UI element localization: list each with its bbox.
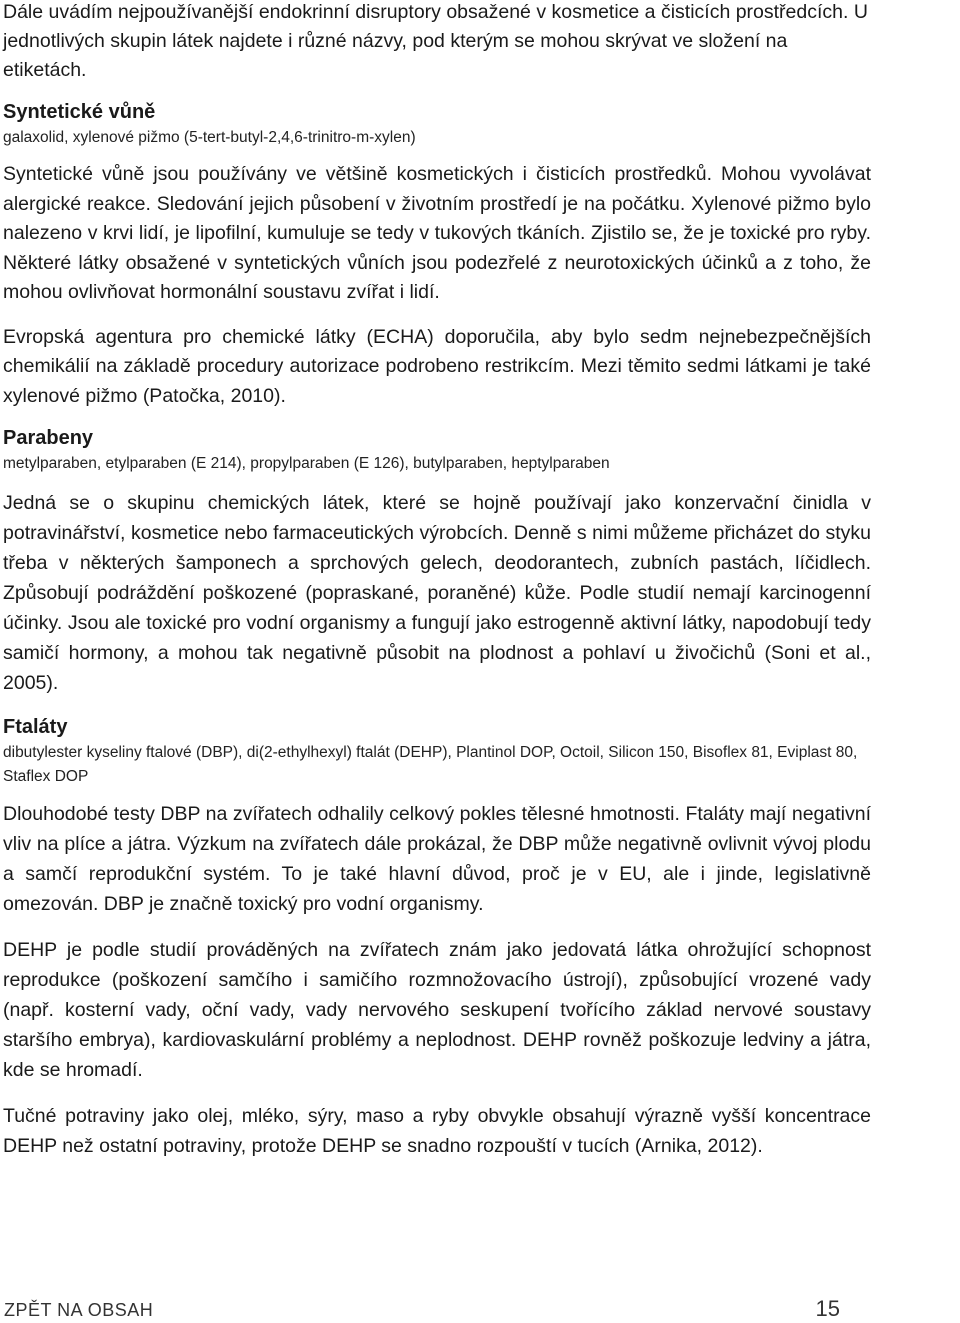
- section-synthetic-fragrances: [3, 99, 871, 411]
- section-paragraph: Jedná se o skupinu chemických látek, které se hojně používají jako konzervační činidla v potravinářství, kosmetice nebo farmaceutických výrobcích. Denně s nimi můžeme přicházet do styku třeba v některých šamponech a sprchových gelech, deodorantech, zubních pastách, líčidlech. Způsobují podráždění poškozené (popraskané, poraněné) kůže. Podle studií nemají karcinogenní účinky. Jsou ale toxické pro vodní organismy a fungují jako estrogenně aktivní látky, napodobují tedy samičí hormony, a mohou tak negativně působit na plodnost a pohlaví u živočichů (Soni et al., 2005).: [3, 492, 871, 694]
- section-paragraph: Syntetické vůně jsou používány ve většině kosmetických i čisticích prostředků. Mohou vyvolávat alergické reakce. Sledování jejich působení v životním prostředí je na počátku. Xylenové pižmo bylo nalezeno v krvi lidí, je lipofilní, kumuluje se tedy v tukových tkáních. Zjistilo se, že je toxické pro ryby. Některé látky obsažené v syntetických vůních jsou podezřelé z neurotoxických účinků a z toho, že mohou ovlivňovat hormonální soustavu zvířat i lidí.: [3, 163, 871, 303]
- section-paragraph: DEHP je podle studií prováděných na zvířatech znám jako jedovatá látka ohrožující schopnost reprodukce (poškození samčího i samičího rozmnožovacího ústrojí), způsobující vrozené vady (např. kosterní vady, oční vady, vady nervového seskupení tvořícího základ nervové soustavy staršího embrya), kardiovaskulární problémy a neplodnost. DEHP rovněž poškozuje ledviny a játra, kde se hromadí.: [3, 939, 871, 1081]
- section-phthalates: [3, 714, 871, 1161]
- section-parabens: [3, 425, 871, 698]
- section-title: Ftaláty: [3, 716, 68, 738]
- section-title: Syntetické vůně: [3, 101, 156, 123]
- section-paragraph: Dlouhodobé testy DBP na zvířatech odhalily celkový pokles tělesné hmotnosti. Ftaláty mají negativní vliv na plíce a játra. Výzkum na zvířatech dále prokázal, že DBP může negativně ovlivnit vývoj plodu a samčí reprodukční systém. To je také hlavní důvod, proč je v EU, ale i jinde, legislativně omezován. DBP je značně toxický pro vodní organismy.: [3, 803, 871, 915]
- section-subtitle: galaxolid, xylenové pižmo (5-tert-butyl-2,4,6-trinitro-m-xylen): [3, 129, 416, 146]
- intro-paragraph: Dále uvádím nejpoužívanější endokrinní disruptory obsažené v kosmetice a čisticích prostředcích. U jednotlivých skupin látek najdete i různé názvy, pod kterým se mohou skrývat ve složení na etiketách.: [3, 1, 868, 81]
- section-title: Parabeny: [3, 427, 94, 449]
- section-subtitle: dibutylester kyseliny ftalové (DBP), di(2-ethylhexyl) ftalát (DEHP), Plantinol DOP, Octoil, Silicon 150, Bisoflex 81, Eviplast 80, Staflex DOP: [3, 744, 858, 785]
- section-subtitle: metylparaben, etylparaben (E 214), propylparaben (E 126), butylparaben, heptylparaben: [3, 455, 610, 472]
- section-paragraph: Tučné potraviny jako olej, mléko, sýry, maso a ryby obvykle obsahují výrazně vyšší koncentrace DEHP než ostatní potraviny, protože DEHP se snadno rozpouští v tucích (Arnika, 2012).: [3, 1105, 871, 1157]
- section-paragraph: Evropská agentura pro chemické látky (ECHA) doporučila, aby bylo sedm nejnebezpečnějších chemikálií na základě procedury autorizace podrobeno restrikcím. Mezi těmito sedmi látkami je také xylenové pižmo (Patočka, 2010).: [3, 325, 871, 407]
- page-number: 15: [815, 1296, 840, 1321]
- back-to-contents-link[interactable]: ZPĚT NA OBSAH: [4, 1300, 154, 1320]
